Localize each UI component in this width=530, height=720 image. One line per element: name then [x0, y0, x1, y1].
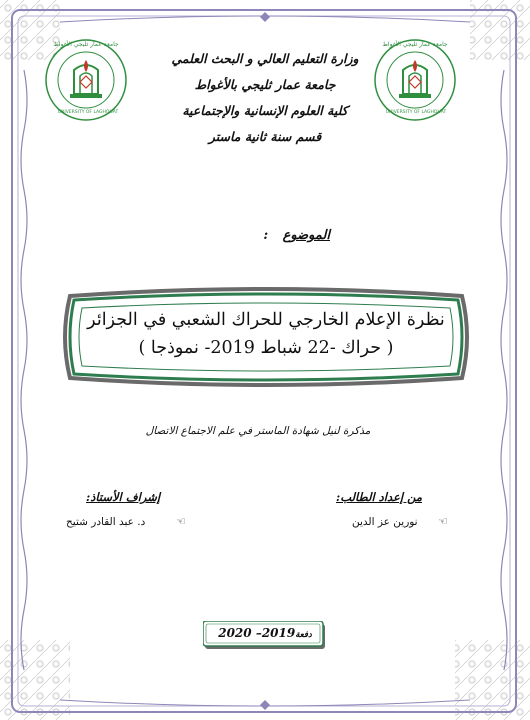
subject-label: الموضوع: [282, 228, 330, 243]
top-diamond: [260, 12, 270, 22]
student-label: من إعداد الطالب:: [336, 490, 423, 504]
logo-right-latin-ring: UNIVERSITY OF LAGHOUAT: [385, 110, 447, 115]
thesis-note: مذكرة لنيل شهادة الماستر في علم الاجتماع الاتصال: [145, 425, 371, 437]
pointing-hand-icon: ☜: [176, 515, 186, 528]
institution-header: [120, 46, 410, 150]
university-name: جامعة عمار ثليجي بالأغواط: [194, 77, 336, 92]
title-line-2: ( حراك -22 شباط 2019- نموذجا ): [138, 338, 394, 358]
subject-colon: :: [263, 228, 269, 243]
logo-left-latin-ring: UNIVERSITY OF LAGHOUAT: [57, 110, 119, 115]
corner-ornament-bottom-left: [0, 640, 70, 720]
logo-right-arabic-ring: جامعة عمار ثليجي الأغواط: [382, 41, 448, 48]
graduation-year: [203, 618, 327, 648]
bottom-diamond: [260, 700, 270, 710]
right-wave: [501, 70, 507, 670]
year-prefix: دفعة: [295, 630, 312, 640]
logo-left-arabic-ring: جامعة عمار ثليجي الأغواط: [53, 41, 119, 48]
title-line-1: نظرة الإعلام الخارجي للحراك الشعبي في الجزائر: [87, 310, 445, 330]
corner-ornament-bottom-right: [455, 640, 530, 720]
student-name: نورين عز الدين: [352, 516, 418, 528]
faculty-name: كلية العلوم الإنسانية والإجتماعية: [182, 103, 348, 118]
supervisor-label: إشراف الأستاذ:: [86, 490, 161, 504]
year-value: 2019– 2020: [218, 626, 296, 640]
pointing-hand-icon: ☜: [438, 515, 448, 528]
thesis-title: [78, 306, 454, 362]
ministry-name: وزارة التعليم العالي و البحث العلمي: [171, 51, 359, 66]
department-name: قسم سنة ثانية ماستر: [208, 129, 322, 144]
supervisor-name: د. عبد القادر شتيح: [66, 516, 146, 528]
subject-heading: [220, 228, 330, 243]
left-wave: [21, 70, 27, 670]
